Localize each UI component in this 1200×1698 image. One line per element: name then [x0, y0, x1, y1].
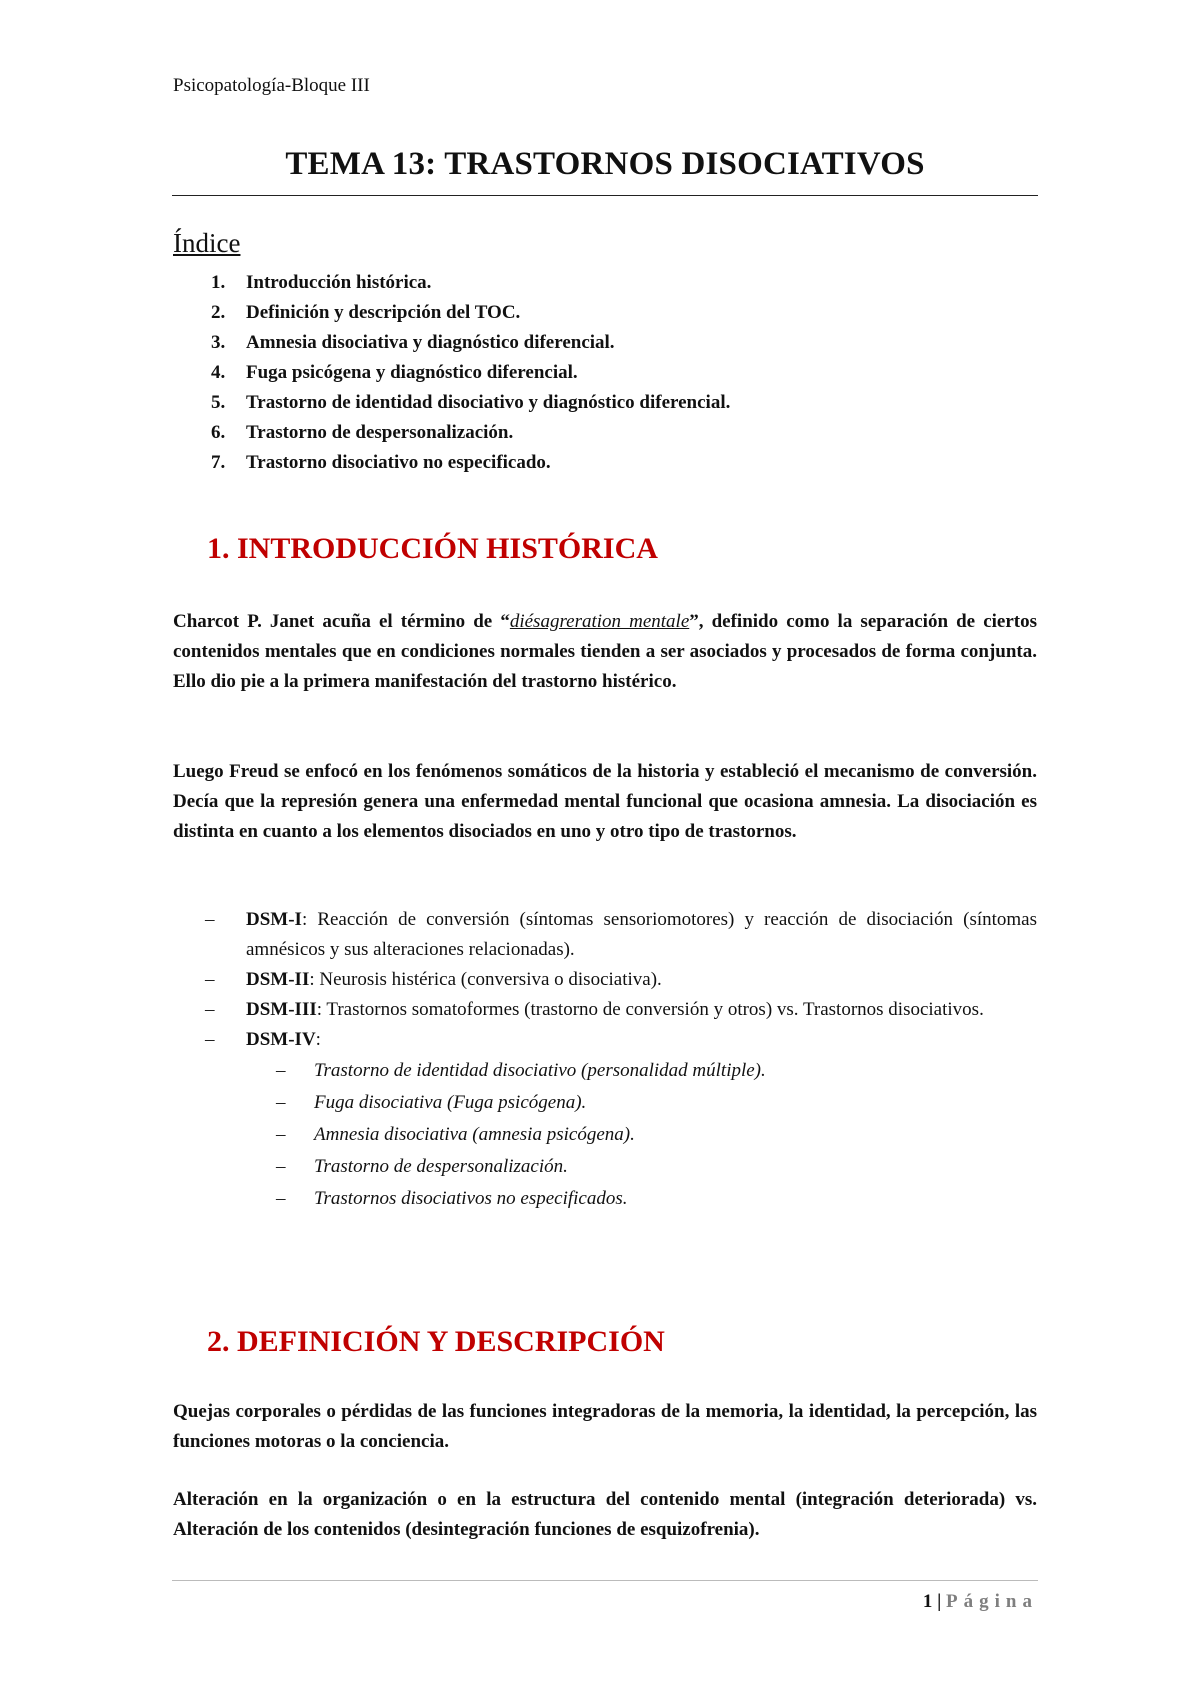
- index-item: 5. Trastorno de identidad disociativo y diagnóstico diferencial.: [211, 392, 731, 413]
- title-underline-rule: [172, 195, 1038, 196]
- dsm-list: [173, 905, 1037, 1215]
- footer-rule: [172, 1580, 1038, 1581]
- page-footer: 1 | Página: [922, 1591, 1038, 1612]
- page-label: Página: [946, 1591, 1038, 1612]
- document-title: TEMA 13: TRASTORNOS DISOCIATIVOS: [285, 146, 925, 182]
- index-item: 2. Definición y descripción del TOC.: [211, 302, 521, 323]
- index-heading: Índice: [173, 228, 241, 258]
- section-1-heading: 1. INTRODUCCIÓN HISTÓRICA: [207, 532, 658, 565]
- index-list: [211, 268, 730, 478]
- french-term: diésagreration mentale: [509, 611, 690, 632]
- dsm-iv-item: – Trastornos disociativos no especificados.: [276, 1188, 628, 1209]
- dsm-iv-item: – Amnesia disociativa (amnesia psicógena).: [276, 1124, 635, 1145]
- page-number: 1: [922, 1591, 933, 1612]
- dsm-iv-item: – Trastorno de identidad disociativo (personalidad múltiple).: [276, 1060, 766, 1081]
- index-item: 1. Introducción histórica.: [211, 272, 432, 293]
- section-2-paragraph-2: Alteración en la organización o en la estructura del contenido mental (integración deteriorada) vs. Alteración de los contenidos (desintegración funciones de esquizofrenia).: [173, 1489, 1037, 1540]
- dsm-item: – DSM-I: Reacción de conversión (síntomas sensoriomotores) y reacción de disociación (síntomas amnésicos y sus alteraciones relacionadas).: [205, 909, 1037, 960]
- dsm-item: – DSM-III: Trastornos somatoformes (trastorno de conversión y otros) vs. Trastornos disociativos.: [205, 999, 984, 1020]
- dsm-iv-item: – Fuga disociativa (Fuga psicógena).: [276, 1092, 587, 1113]
- section-1-paragraph-1: Charcot P. Janet acuña el término de “diésagreration mentale”, definido como la separación de ciertos contenidos mentales que en condiciones normales tienden a ser asociados y procesados de forma conjunta. Ello dio pie a la primera manifestación del trastorno histérico.: [173, 611, 1038, 692]
- page-header: Psicopatología-Bloque III: [173, 75, 370, 96]
- section-2-paragraph-1: Quejas corporales o pérdidas de las funciones integradoras de la memoria, la identidad, la percepción, las funciones motoras o la conciencia.: [173, 1401, 1037, 1452]
- dsm-iv-sublist: [246, 1055, 1037, 1215]
- index-item: 4. Fuga psicógena y diagnóstico diferencial.: [211, 362, 578, 383]
- index-item: 6. Trastorno de despersonalización.: [211, 422, 514, 443]
- section-1-paragraph-2: Luego Freud se enfocó en los fenómenos somáticos de la historia y estableció el mecanismo de conversión. Decía que la represión genera una enfermedad mental funcional que ocasiona amnesia. La disociación es distinta en cuanto a los elementos disociados en uno y otro tipo de trastornos.: [173, 761, 1037, 842]
- index-item: 7. Trastorno disociativo no especificado.: [211, 452, 551, 473]
- dsm-item: – DSM-II: Neurosis histérica (conversiva o disociativa).: [205, 969, 662, 990]
- dsm-iv-item: – Trastorno de despersonalización.: [276, 1156, 568, 1177]
- section-2-heading: 2. DEFINICIÓN Y DESCRIPCIÓN: [207, 1325, 665, 1358]
- dsm-item: – DSM-IV: – Trastorno de identidad disociativo (personalidad múltiple). – Fuga disociativa (Fuga psicógena). – Amnesia disociativa (amnesia psicógena). – Trastorno de despersonalización. – Trastornos disociativos no especificados.: [173, 1025, 1037, 1215]
- index-item: 3. Amnesia disociativa y diagnóstico diferencial.: [211, 332, 615, 353]
